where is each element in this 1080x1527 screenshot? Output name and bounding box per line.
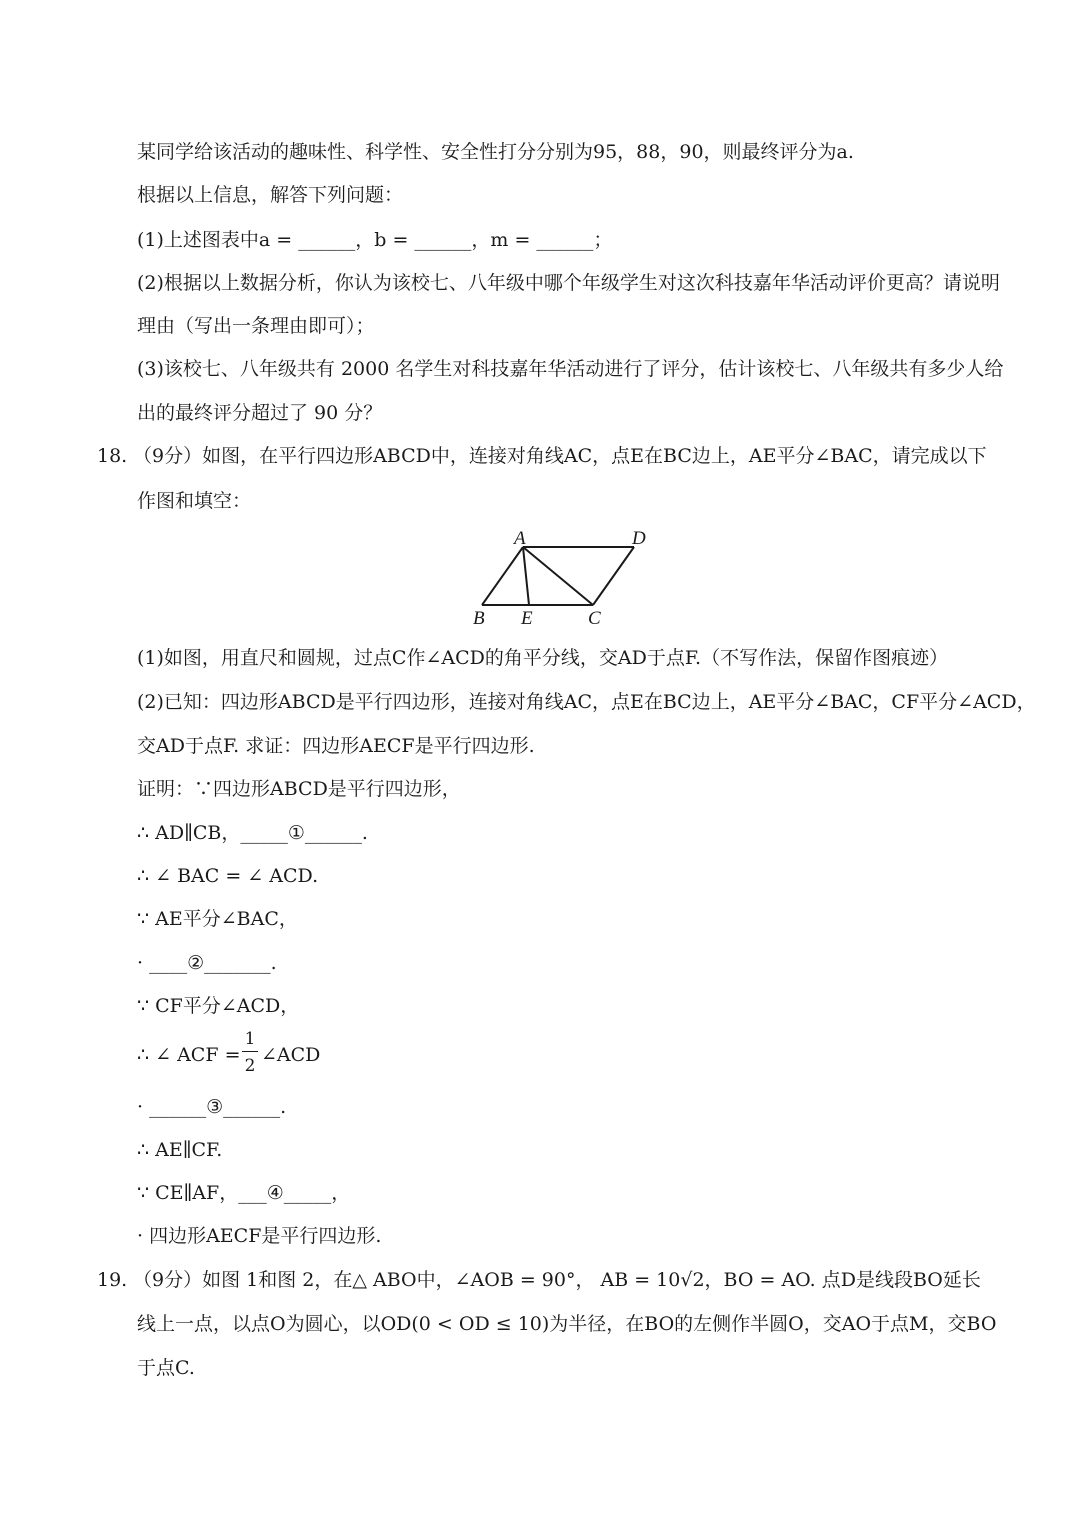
diagonal-ac bbox=[523, 547, 593, 605]
question-18-part-2-line-1: (2)已知：四边形ABCD是平行四边形，连接对角线AC，点E在BC边上，AE平分∠BAC，CF平分∠ACD， bbox=[137, 691, 1036, 713]
proof-line-2: ∴ AD∥CB，_____①______. bbox=[137, 822, 368, 844]
question-18-part-2-line-2: 交AD于点F. 求证：四边形AECF是平行四边形. bbox=[137, 735, 535, 757]
fraction-suffix: ∠ACD bbox=[261, 1044, 321, 1066]
question-18-stem-line-1: （9分）如图，在平行四边形ABCD中，连接对角线AC，点E在BC边上，AE平分∠BAC，请完成以下 bbox=[133, 445, 987, 467]
question-19-line-1: （9分）如图 1和图 2，在△ ABO中，∠AOB = 90°， AB = 10√2，BO = AO. 点D是线段BO延长 bbox=[133, 1269, 981, 1291]
edge-dc bbox=[593, 547, 634, 605]
label-e: E bbox=[521, 608, 533, 629]
fraction-bar bbox=[242, 1051, 258, 1052]
proof-line-10: ∵ CE∥AF，___④_____， bbox=[137, 1182, 351, 1204]
question-18-number: 18. bbox=[97, 445, 128, 467]
label-a: A bbox=[514, 528, 526, 549]
question-2-line-1: (2)根据以上数据分析，你认为该校七、八年级中哪个年级学生对这次科技嘉年华活动评价更高？请说明 bbox=[137, 272, 1000, 294]
proof-line-7-prefix: ∴ ∠ ACF = bbox=[137, 1044, 241, 1066]
question-19-line-2: 线上一点，以点O为圆心，以OD(0 < OD ≤ 10)为半径，在BO的左侧作半圆O，交AO于点M，交BO bbox=[137, 1313, 997, 1335]
proof-line-1: 证明：∵四边形ABCD是平行四边形， bbox=[137, 778, 461, 800]
question-19-number: 19. bbox=[97, 1269, 128, 1291]
question-3-line-1: (3)该校七、八年级共有 2000 名学生对科技嘉年华活动进行了评分，估计该校七、八年级共有多少人给 bbox=[137, 358, 1004, 380]
label-b: B bbox=[473, 608, 485, 629]
fraction-numerator: 1 bbox=[244, 1029, 256, 1049]
edge-ab bbox=[482, 547, 523, 605]
fraction-denominator: 2 bbox=[244, 1056, 256, 1076]
proof-line-8: · ______③______. bbox=[137, 1096, 287, 1118]
proof-line-5: · ____②_______. bbox=[137, 952, 277, 974]
segment-ae bbox=[523, 547, 529, 605]
proof-line-9: ∴ AE∥CF. bbox=[137, 1139, 223, 1161]
proof-line-4: ∵ AE平分∠BAC， bbox=[137, 908, 298, 930]
question-2-line-2: 理由（写出一条理由即可）； bbox=[137, 315, 375, 337]
parallelogram-figure bbox=[464, 524, 664, 632]
question-18-part-1: (1)如图，用直尺和圆规，过点C作∠ACD的角平分线，交AD于点F.（不写作法，保留作图痕迹） bbox=[137, 647, 949, 669]
text-scoring-line: 某同学给该活动的趣味性、科学性、安全性打分分别为95，88，90，则最终评分为a. bbox=[137, 141, 854, 163]
proof-line-7 bbox=[137, 1042, 241, 1068]
label-d: D bbox=[632, 528, 646, 549]
proof-line-3: ∴ ∠ BAC = ∠ ACD. bbox=[137, 865, 319, 887]
label-c: C bbox=[588, 608, 601, 629]
question-3-line-2: 出的最终评分超过了 90 分？ bbox=[137, 402, 383, 424]
question-18-stem-line-2: 作图和填空： bbox=[137, 490, 252, 512]
question-1: (1)上述图表中a = ______，b = ______，m = ______； bbox=[137, 229, 613, 251]
proof-line-6: ∵ CF平分∠ACD， bbox=[137, 995, 300, 1017]
question-19-line-3: 于点C. bbox=[137, 1357, 195, 1379]
text-prompt: 根据以上信息，解答下列问题： bbox=[137, 184, 404, 206]
proof-line-11: · 四边形AECF是平行四边形. bbox=[137, 1225, 382, 1247]
